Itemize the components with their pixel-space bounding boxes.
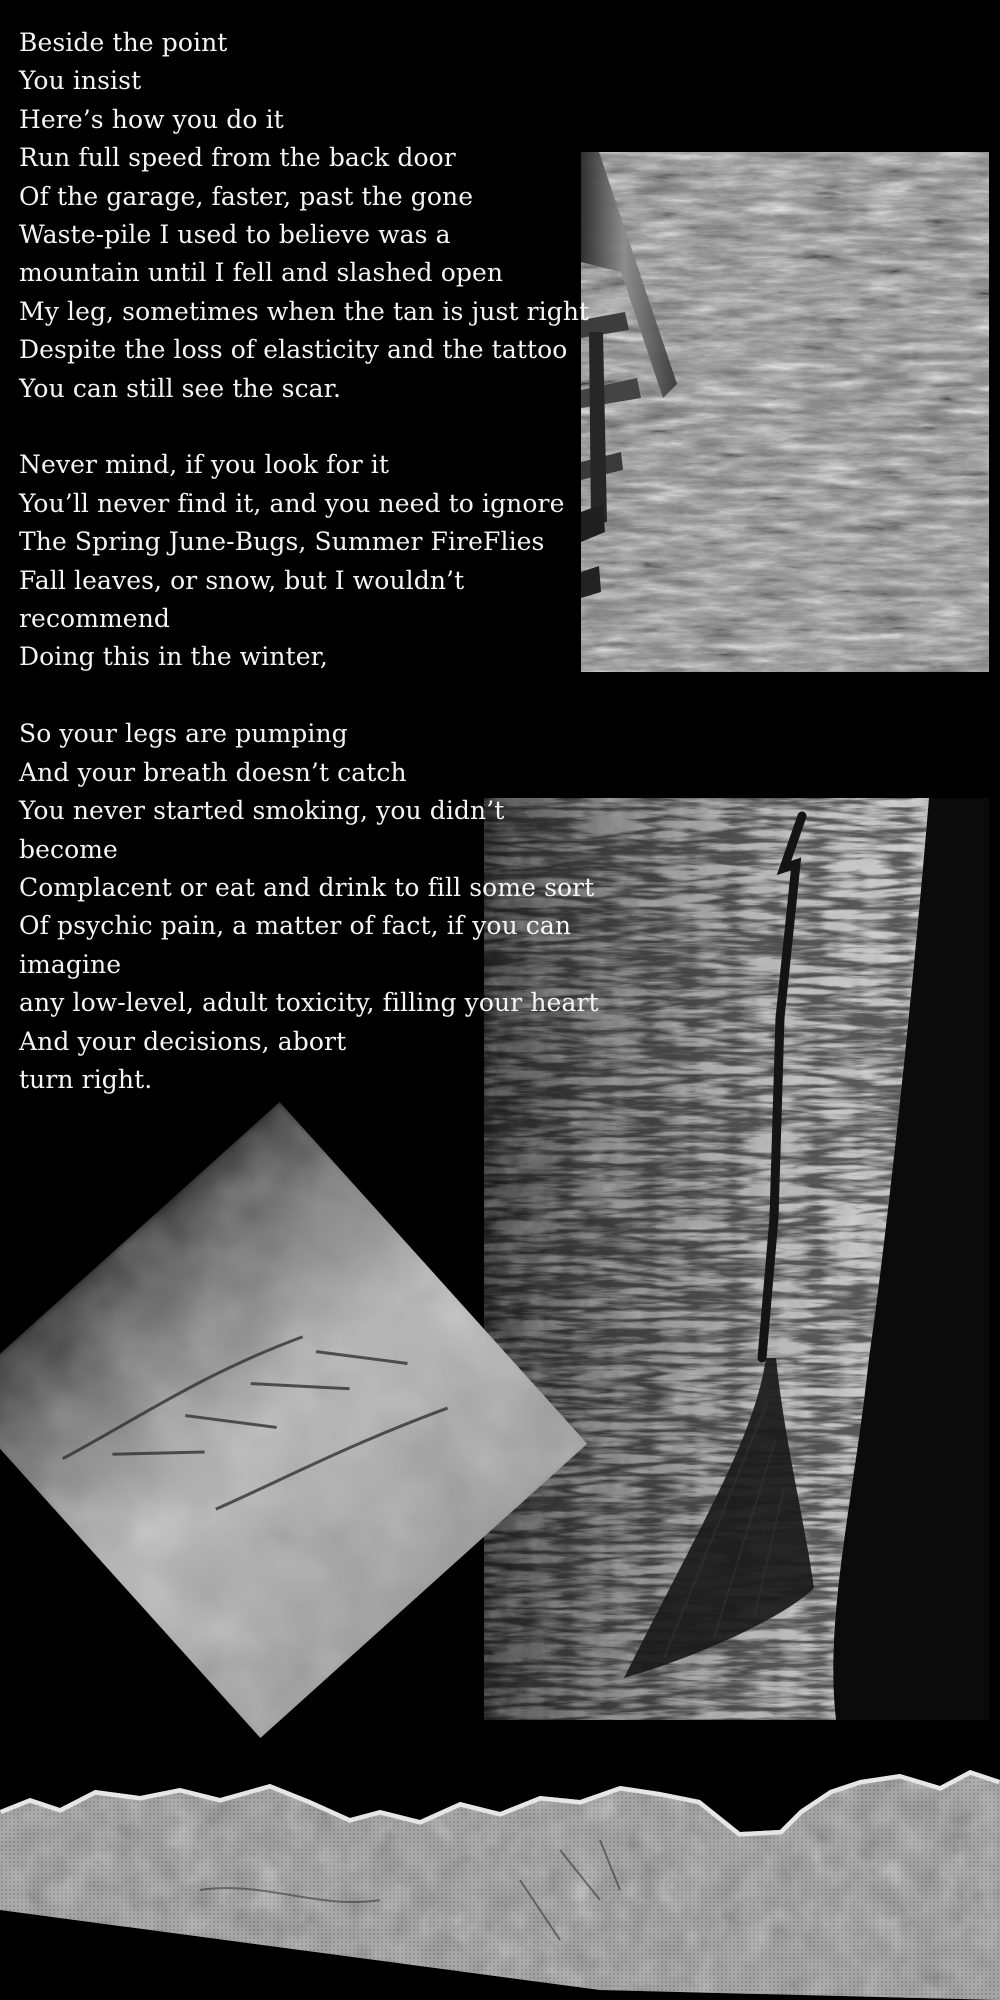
poem-line: turn right. xyxy=(19,1064,153,1094)
poem-line: You never started smoking, you didn’t xyxy=(19,796,505,826)
poem-line: recommend xyxy=(19,604,171,634)
poem-line: So your legs are pumping xyxy=(19,719,348,749)
skin-closeup-image xyxy=(0,1102,587,1738)
poem-line: You’ll never find it, and you need to ignore xyxy=(19,488,565,518)
poem-line: Of the garage, faster, past the gone xyxy=(19,181,474,211)
poem-line: imagine xyxy=(19,949,122,979)
skin-closeup-photo xyxy=(30,1160,510,1680)
poem-line: And your breath doesn’t catch xyxy=(19,757,407,787)
torn-paper-strip xyxy=(0,1740,1000,2000)
poem-line: Waste-pile I used to believe was a xyxy=(19,220,451,250)
poem-stanza-2 xyxy=(19,446,599,676)
poem-line: Run full speed from the back door xyxy=(19,143,456,173)
poem-line: become xyxy=(19,834,118,864)
poem-line: Despite the loss of elasticity and the tattoo xyxy=(19,335,568,365)
poem-line: Complacent or eat and drink to fill some sort xyxy=(19,872,595,902)
poem-stanza-1 xyxy=(19,24,599,408)
poem-line: My leg, sometimes when the tan is just right xyxy=(19,296,590,326)
poem-line: Of psychic pain, a matter of fact, if you can xyxy=(19,911,572,941)
grass-fence-photo xyxy=(581,152,989,672)
poem-line: Beside the point xyxy=(19,28,228,57)
poem-stanza-3 xyxy=(19,715,599,1099)
poem-line: Doing this in the winter, xyxy=(19,642,328,672)
poem-text xyxy=(19,24,599,1099)
poem-line: Fall leaves, or snow, but I wouldn’t xyxy=(19,565,465,595)
poem-line: any low-level, adult toxicity, filling your heart xyxy=(19,988,599,1018)
poem-line: Here’s how you do it xyxy=(19,104,284,134)
poem-line: And your decisions, abort xyxy=(19,1026,347,1056)
poem-line: You insist xyxy=(19,66,142,96)
poem-line: The Spring June-Bugs, Summer FireFlies xyxy=(19,527,545,557)
poem-line: mountain until I fell and slashed open xyxy=(19,258,504,288)
poem-line: Never mind, if you look for it xyxy=(19,450,390,480)
poem-line: You can still see the scar. xyxy=(19,373,342,403)
